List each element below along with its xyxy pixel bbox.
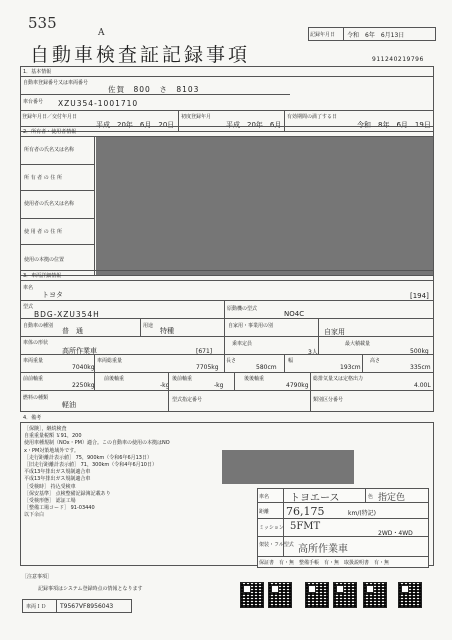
note-line: 以下余白	[24, 512, 45, 519]
body-value: 高所作業車	[62, 347, 97, 355]
note-line: 自重重量税額 ￥91，200	[24, 433, 82, 440]
make-value: トヨタ	[42, 291, 63, 299]
note-line: 平成13年排出ガス規制適合車	[24, 476, 91, 483]
height-label: 高さ	[370, 358, 381, 364]
body-label: 車体の形状	[23, 340, 49, 346]
displacement-value: 4.00L	[414, 382, 431, 389]
note-line: ［受検形態］ 認証工場	[24, 498, 76, 505]
note-line: ［保安基準］ 点検整備記録簿記載あり	[24, 490, 111, 497]
document-title: 自動車検査証記録事項	[30, 44, 251, 66]
card-mileage-unit: km/(特記)	[348, 510, 377, 517]
owner-name-label: 所有者の氏名又は名称	[24, 147, 75, 153]
fuel-value: 軽油	[62, 401, 76, 409]
width-value: 193cm	[340, 364, 361, 371]
displacement-label: 総排気量又は定格出力	[313, 376, 364, 382]
rear-rear-label: 後後軸重	[244, 376, 265, 382]
qr-code	[363, 582, 387, 608]
front-rear-label: 前後軸重	[104, 376, 125, 382]
body-code: [671]	[196, 348, 213, 355]
chassis-value: XZU354-1001710	[58, 99, 139, 108]
expiry-label: 有効期間の満了する日	[287, 114, 338, 120]
card-shape-label: 架装・フル型式	[259, 542, 294, 548]
card-mission-value: 5FMT	[290, 521, 321, 532]
card-color-value: 指定色	[378, 493, 406, 503]
vehicle-detail-section	[20, 270, 434, 412]
card-drive-value: 2WD・4WD	[378, 530, 413, 537]
note-line: 使用車種規制（NOx・PM）適合。この自動車の使用の本拠はNO	[24, 440, 170, 447]
record-date-value: 令和 6年 6月13日	[347, 32, 405, 39]
make-code: [194]	[410, 292, 429, 300]
card-color-label: 色	[368, 494, 374, 500]
purpose-value: 自家用	[324, 328, 345, 336]
front-front-label: 前前軸重	[23, 376, 44, 382]
card-make-label: 車名	[259, 494, 270, 500]
reg-number-label: 自動車登録番号又は車両番号	[23, 80, 89, 86]
capacity-label: 乗車定員	[232, 341, 253, 347]
first-year-value: 平成 20年 6月	[226, 121, 282, 129]
gross-weight-label: 車両総重量	[97, 358, 123, 364]
type-number-label: 型式指定番号	[172, 397, 203, 403]
notes-redaction	[222, 450, 354, 484]
note-line: x・PM対策地域外です。	[24, 447, 79, 454]
length-value: 580cm	[256, 364, 277, 371]
section2-heading: 2．所有者・使用者情報	[23, 129, 77, 135]
expiry-value: 令和 8年 6月 19日	[357, 121, 431, 129]
notes-heading: ［注意事項］	[22, 574, 53, 580]
owner-info-redaction	[96, 137, 433, 275]
section3-heading: 3．車両詳細情報	[23, 273, 62, 279]
front-rear-value: -kg	[160, 382, 170, 389]
rear-front-value: -kg	[214, 382, 224, 389]
card-mileage-value: 76,175	[286, 505, 325, 518]
reg-number-value: 佐賀 800 さ 8103	[108, 85, 200, 94]
vehicle-id-value: T9567VF8956043	[60, 603, 114, 610]
note-line: ［受検時］ 持込受検車	[24, 483, 76, 490]
model-label: 型式	[23, 304, 34, 310]
engine-value: NO4C	[284, 310, 305, 318]
vehicle-id-label: 車両ＩＤ	[26, 604, 47, 610]
rear-rear-value: 4790kg	[286, 382, 309, 389]
fuel-label: 燃料の種類	[23, 395, 49, 401]
card-shape-value: 高所作業車	[298, 544, 348, 555]
user-address-label: 使 用 者 の 住 所	[24, 229, 62, 235]
use-label: 用途	[143, 323, 154, 329]
weight-value: 7040kg	[72, 364, 95, 371]
note-line: ［旧走行距離計表示値］ 71，300km（令和4年6月10日）	[24, 462, 157, 469]
note-line: ［走行距離計表示値］ 75，900km（令和6年6月13日）	[24, 454, 152, 461]
first-reg-label: 登録年月日／交付年月日	[22, 114, 78, 120]
class-number-label: 類別区分番号	[313, 397, 344, 403]
note-line: 平成13年排出ガス規制適合車	[24, 469, 91, 476]
card-mileage-label: 距離	[259, 509, 270, 515]
first-reg-value: 平成 20年 6月 20日	[96, 121, 175, 129]
height-value: 335cm	[410, 364, 431, 371]
document-number: 911240219796	[372, 56, 424, 63]
qr-code	[333, 582, 357, 608]
weight-label: 車両重量	[23, 358, 44, 364]
max-load-label: 最大積載量	[345, 341, 371, 347]
width-label: 幅	[288, 358, 294, 364]
front-front-value: 2250kg	[72, 382, 95, 389]
note-line: ［整備工場コード］ 91-03440	[24, 505, 95, 512]
make-label: 車名	[23, 285, 34, 291]
max-load-value: 500kg	[410, 348, 429, 355]
kind-value: 普 通	[62, 327, 83, 335]
section1-heading: 1．基本情報	[23, 69, 52, 75]
length-label: 長さ	[226, 358, 237, 364]
qr-code	[268, 582, 292, 608]
purpose-label: 自家用・事業用の別	[228, 323, 274, 329]
first-year-label: 初度登録年月	[181, 114, 212, 120]
user-name-label: 使用者の氏名又は名称	[24, 201, 75, 207]
handwritten-letter: A	[98, 28, 105, 38]
handwritten-number: 535	[28, 14, 57, 32]
kind-label: 自動車の種別	[23, 323, 54, 329]
model-value: BDG-XZU354H	[34, 310, 100, 319]
use-value: 特種	[160, 327, 174, 335]
notes-text-block	[24, 426, 170, 520]
qr-code	[240, 582, 264, 608]
gross-weight-value: 7705kg	[196, 364, 219, 371]
capacity-value: 3人	[308, 349, 318, 356]
engine-label: 原動機の型式	[227, 306, 258, 312]
record-date-label: 記録年月日	[310, 32, 336, 38]
owner-address-label: 所 有 者 の 住 所	[24, 175, 62, 181]
base-location-label: 使用の本拠の位置	[24, 257, 65, 263]
qr-code	[398, 582, 422, 608]
card-footer: 保証書 有・無 整備手帳 有・無 取扱説明書 有・無	[259, 560, 390, 566]
notes-text: 記録事項はシステム登録時点の情報となります	[38, 586, 143, 592]
section4-heading: 4．備考	[23, 415, 42, 421]
rear-front-label: 後前軸重	[172, 376, 193, 382]
qr-code	[305, 582, 329, 608]
chassis-label: 車台番号	[23, 99, 44, 105]
card-mission-label: ミッション	[259, 525, 284, 531]
card-make-value: トヨエース	[290, 493, 340, 504]
note-line: ［保険］，継続検査	[24, 426, 67, 432]
